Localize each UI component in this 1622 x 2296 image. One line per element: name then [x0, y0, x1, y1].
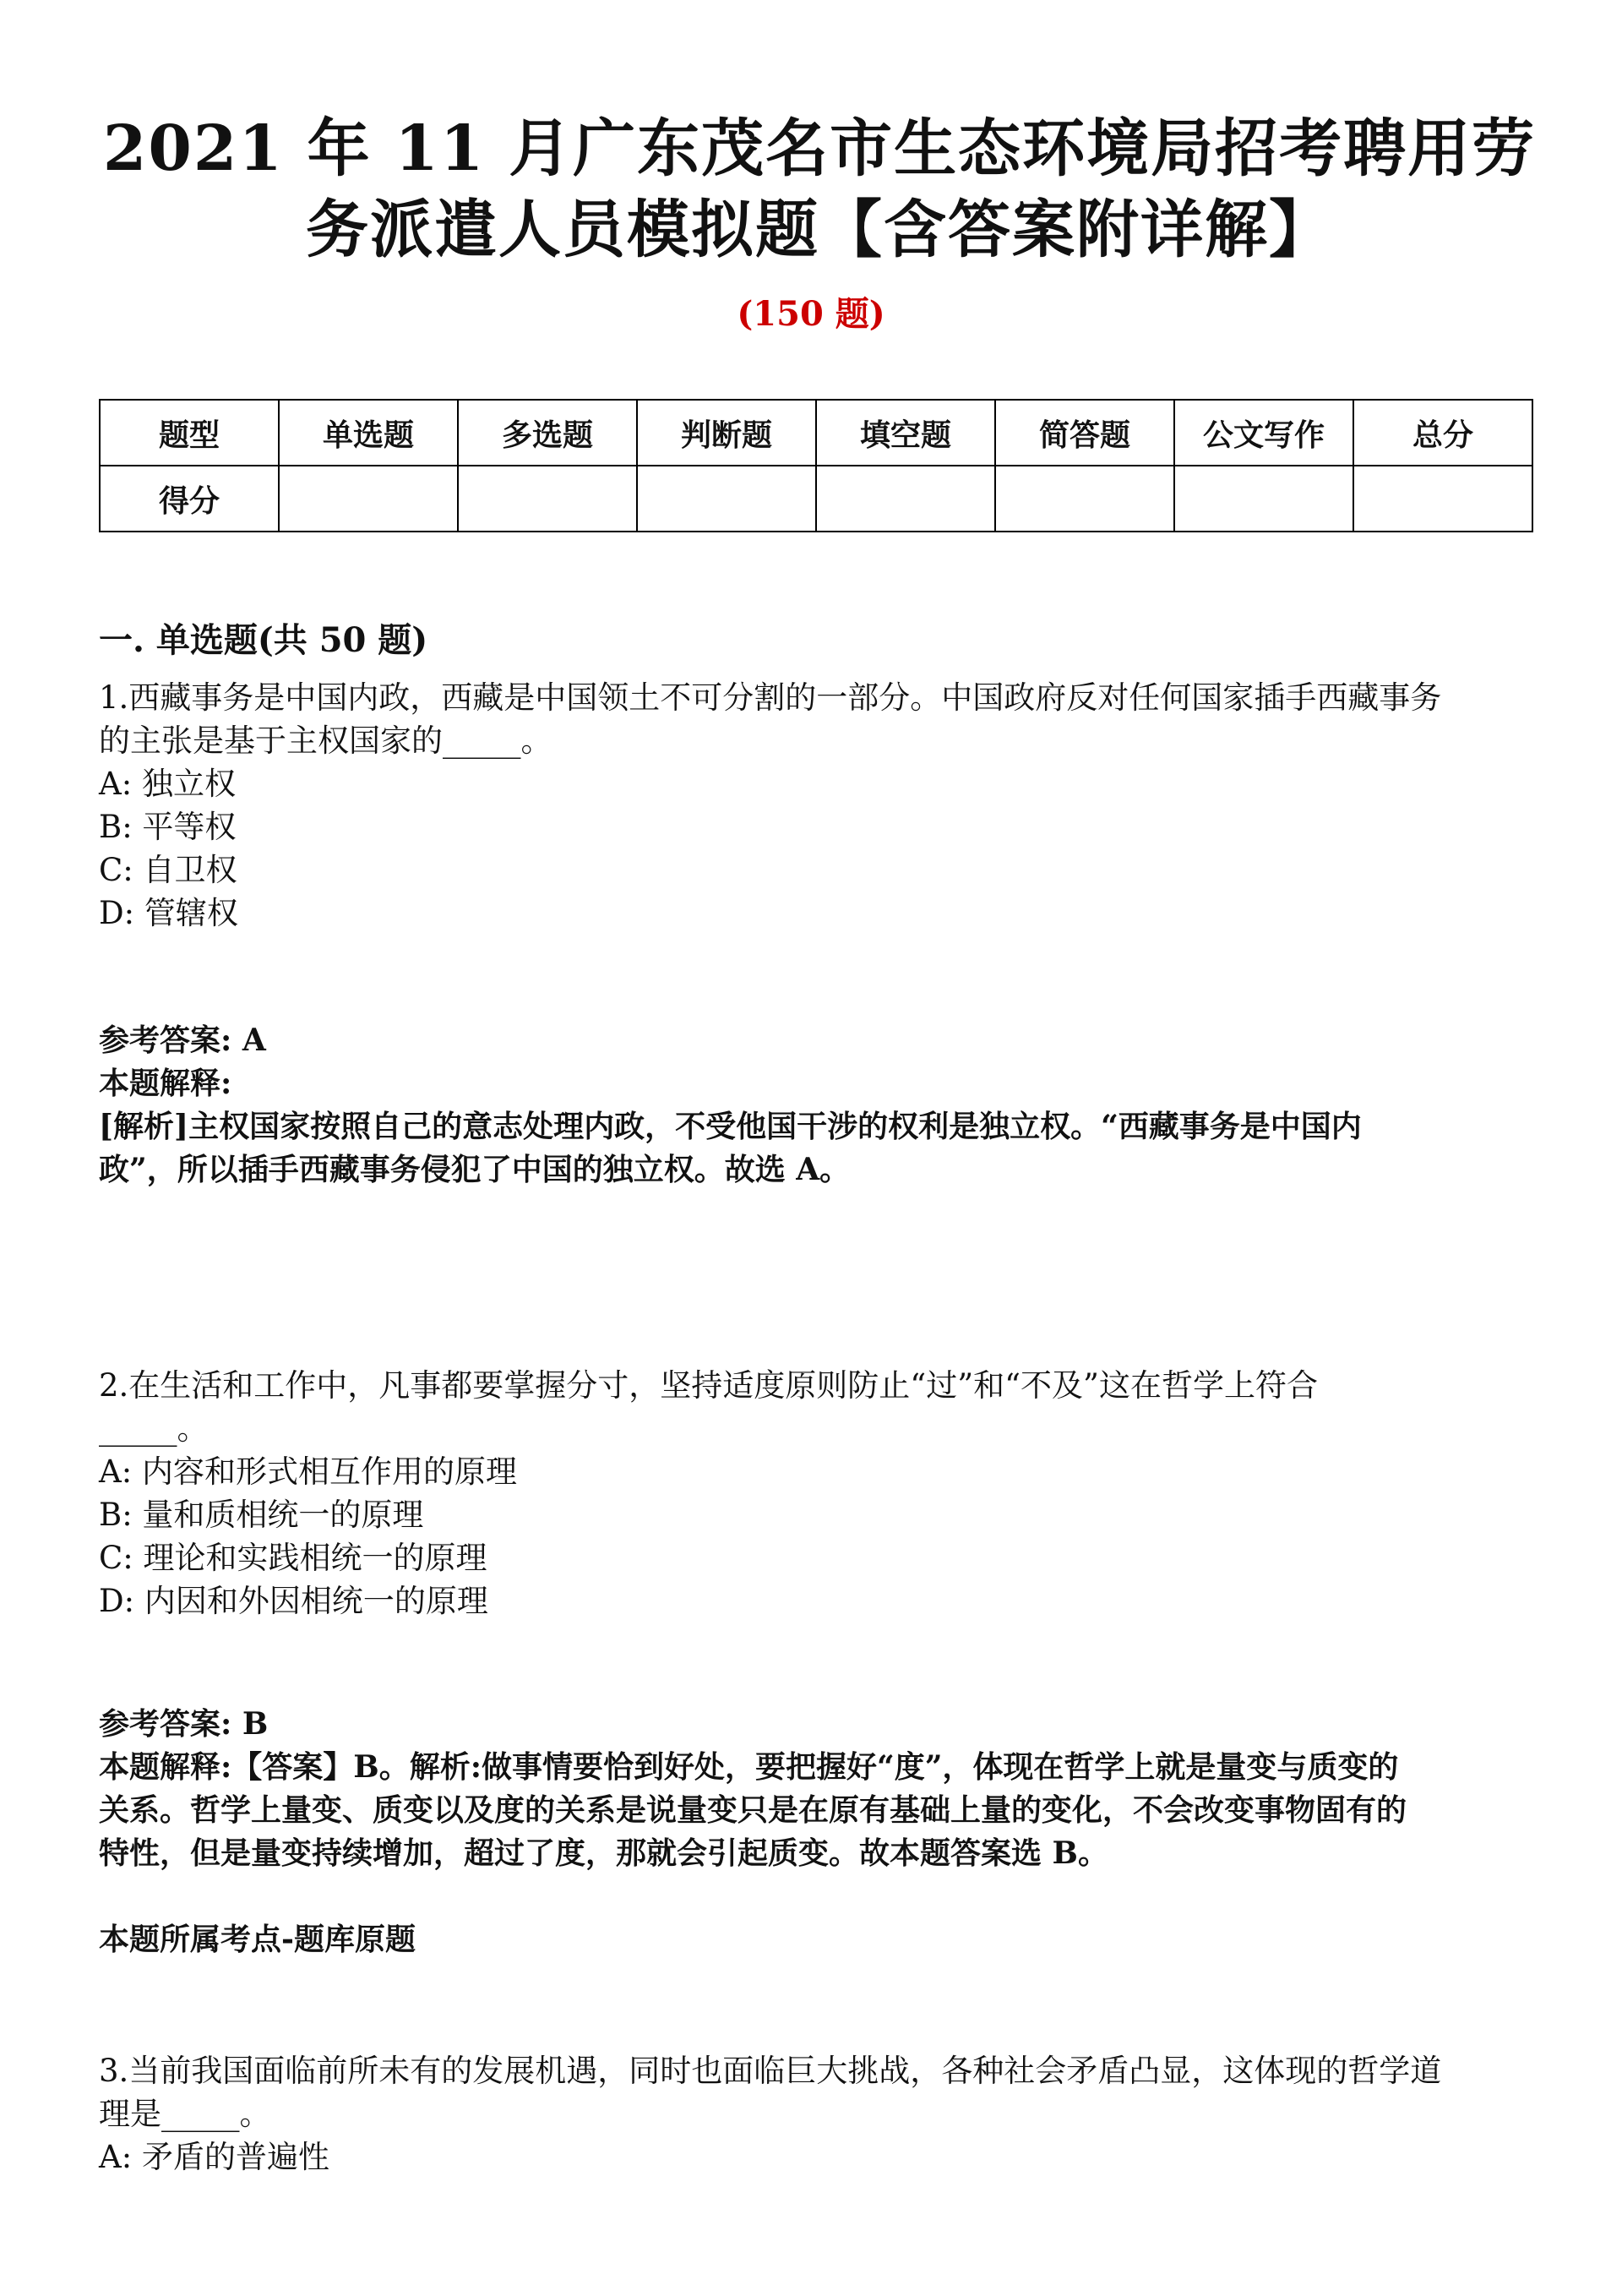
topic-label: 本题所属考点-题库原题 [99, 1922, 416, 1957]
answer-block-1 [99, 1019, 1535, 1192]
answer-block-2 [99, 1703, 1535, 1875]
question-stem: 3.当前我国面临前所未有的发展机遇，同时也面临巨大挑战，各种社会矛盾凸显，这体现的哲学道 [99, 2053, 1442, 2089]
option: D: 内因和外因相统一的原理 [99, 1583, 488, 1619]
question-1 [99, 676, 1535, 935]
score-cell [1353, 466, 1532, 532]
score-header-cell: 公文写作 [1174, 400, 1353, 466]
section-heading: 一. 单选题(共 50 题) [99, 620, 428, 660]
option: B: 量和质相统一的原理 [99, 1497, 424, 1533]
reference-answer: 参考答案: A [99, 1023, 266, 1058]
explanation-text: 政”，所以插手西藏事务侵犯了中国的独立权。故选 A。 [99, 1152, 851, 1187]
question-2 [99, 1364, 1535, 1622]
document-title [101, 108, 1538, 270]
score-header-cell: 总分 [1353, 400, 1532, 466]
question-stem: 2.在生活和工作中，凡事都要掌握分寸，坚持适度原则防止“过”和“不及”这在哲学上符合 [99, 1367, 1318, 1404]
score-cell [1174, 466, 1353, 532]
score-header-cell: 判断题 [637, 400, 816, 466]
question-3 [99, 2049, 1535, 2179]
question-stem: 理是_____。 [99, 2096, 271, 2132]
score-header-cell: 填空题 [816, 400, 995, 466]
option: B: 平等权 [99, 809, 237, 845]
explanation-text: 关系。哲学上量变、质变以及度的关系是说量变只是在原有基础上量的变化，不会改变事物固有的 [99, 1792, 1407, 1828]
title-line-2: 务派遣人员模拟题【含答案附详解】 [306, 194, 1333, 266]
question-stem: 的主张是基于主权国家的_____。 [99, 723, 552, 759]
explanation-text: 特性，但是量变持续增加，超过了度，那就会引起质变。故本题答案选 B。 [99, 1835, 1108, 1871]
option: C: 理论和实践相统一的原理 [99, 1540, 487, 1576]
score-table-score-row [100, 466, 1532, 532]
score-cell [637, 466, 816, 532]
score-header-cell: 多选题 [458, 400, 637, 466]
score-cell [279, 466, 458, 532]
title-line-1: 2021 年 11 月广东茂名市生态环境局招考聘用劳 [102, 112, 1537, 185]
score-cell [458, 466, 637, 532]
score-header-cell: 简答题 [995, 400, 1174, 466]
explanation-text: 本题解释:【答案】B。解析:做事情要恰到好处，要把握好“度”，体现在哲学上就是量变与质变的 [99, 1749, 1399, 1785]
reference-answer: 参考答案: B [99, 1706, 269, 1742]
score-cell [816, 466, 995, 532]
score-table-header-row [100, 400, 1532, 466]
score-header-cell: 单选题 [279, 400, 458, 466]
question-count: (150 题) [737, 294, 885, 334]
question-stem: _____。 [99, 1410, 209, 1447]
option: A: 内容和形式相互作用的原理 [99, 1453, 517, 1490]
explanation-text: [解析]主权国家按照自己的意志处理内政，不受他国干涉的权利是独立权。“西藏事务是中国内 [99, 1109, 1362, 1144]
option: A: 矛盾的普遍性 [99, 2139, 329, 2175]
option: A: 独立权 [99, 766, 236, 802]
question-stem: 1.西藏事务是中国内政，西藏是中国领土不可分割的一部分。中国政府反对任何国家插手西藏事务 [99, 679, 1442, 716]
option: D: 管辖权 [99, 895, 238, 931]
explanation-label: 本题解释: [99, 1066, 232, 1101]
score-row-label: 得分 [100, 466, 279, 532]
score-table [99, 399, 1533, 532]
option: C: 自卫权 [99, 852, 237, 888]
score-header-cell: 题型 [100, 400, 279, 466]
score-cell [995, 466, 1174, 532]
